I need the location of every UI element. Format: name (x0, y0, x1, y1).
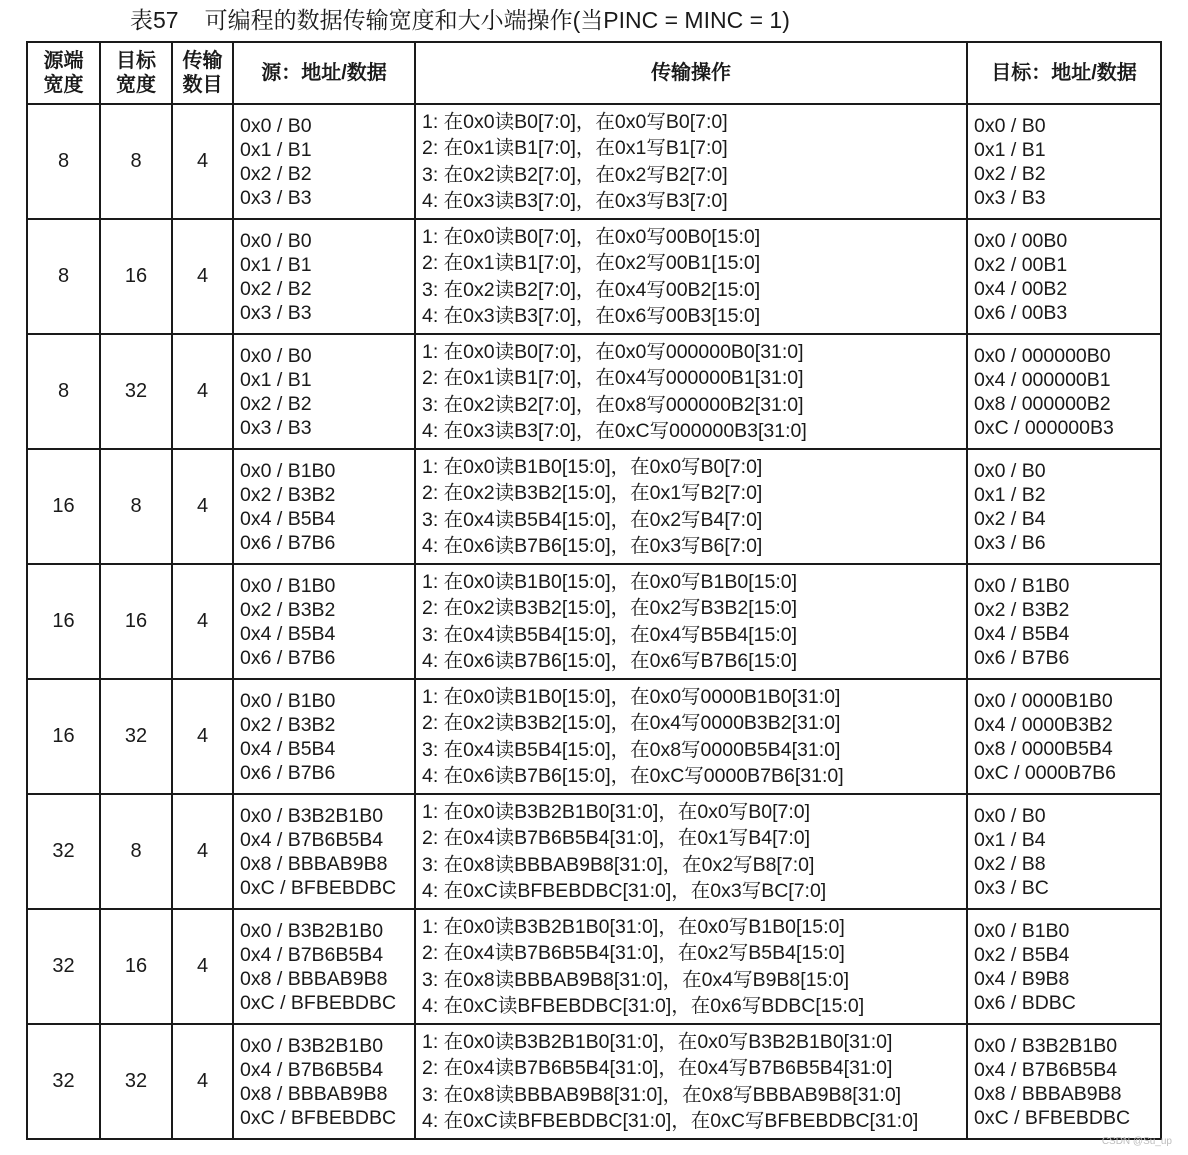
operation-step: 3: 在0x2读B2[7:0]，在0x8写000000B2[31:0] (422, 393, 804, 416)
dst-data-line: 0x0 / 0000B1B0 (974, 689, 1113, 712)
operation-step: 1: 在0x0读B1B0[15:0]，在0x0写0000B1B0[31:0] (422, 685, 841, 708)
src-data-line: 0x6 / B7B6 (240, 531, 336, 554)
operation-step: 2: 在0x1读B1[7:0]，在0x2写00B1[15:0] (422, 252, 761, 274)
src-data-cell (233, 679, 415, 794)
src-data-line: 0x0 / B3B2B1B0 (240, 919, 384, 942)
dst-data-line: 0x0 / B0 (974, 114, 1046, 137)
src-data-line: 0x4 / B5B4 (240, 622, 336, 645)
transfer-width-table (26, 41, 1162, 1140)
header-src-width: 源端 宽度 (27, 42, 100, 104)
dst-data-line: 0xC / 0000B7B6 (974, 761, 1117, 784)
operation-step: 1: 在0x0读B1B0[15:0]，在0x0写B0[7:0] (422, 455, 763, 478)
watermark: CSDN @Su_up (1101, 1136, 1172, 1147)
operation-step: 4: 在0x6读B7B6[15:0]，在0x3写B6[7:0] (422, 535, 763, 557)
dst-data-line: 0xC / 000000B3 (974, 416, 1114, 439)
src-data-cell (233, 564, 415, 679)
src-data-cell (233, 909, 415, 1024)
operation-cell (415, 564, 967, 679)
src-data-line: 0x2 / B2 (240, 277, 312, 300)
dst-width-cell: 16 (100, 219, 172, 334)
dst-data-cell (967, 909, 1161, 1024)
operation-step: 2: 在0x2读B3B2[15:0]，在0x4写0000B3B2[31:0] (422, 712, 841, 734)
operation-step: 4: 在0x6读B7B6[15:0]，在0x6写B7B6[15:0] (422, 650, 798, 672)
operation-cell (415, 219, 967, 334)
dst-data-line: 0x4 / 00B2 (974, 277, 1068, 300)
dst-width-cell: 16 (100, 564, 172, 679)
operation-step: 4: 在0x3读B3[7:0]，在0x6写00B3[15:0] (422, 305, 761, 327)
operation-step: 3: 在0x4读B5B4[15:0]，在0x2写B4[7:0] (422, 508, 763, 531)
header-operation: 传输操作 (415, 42, 967, 104)
dst-data-line: 0x8 / 0000B5B4 (974, 737, 1113, 760)
operation-step: 3: 在0x4读B5B4[15:0]，在0x4写B5B4[15:0] (422, 623, 798, 646)
dst-data-line: 0x0 / 00B0 (974, 229, 1068, 252)
operation-step: 4: 在0xC读BFBEBDBC[31:0]，在0x6写BDBC[15:0] (422, 995, 865, 1017)
dst-width-cell: 8 (100, 104, 172, 219)
dst-data-line: 0xC / BFBEBDBC (974, 1106, 1131, 1129)
operation-step: 4: 在0xC读BFBEBDBC[31:0]，在0xC写BFBEBDBC[31:0] (422, 1110, 919, 1132)
dst-data-line: 0x2 / B2 (974, 162, 1046, 185)
table-row (27, 909, 1161, 1024)
src-width-cell: 32 (27, 1024, 100, 1139)
table-row (27, 449, 1161, 564)
operation-step: 2: 在0x4读B7B6B5B4[31:0]，在0x1写B4[7:0] (422, 827, 811, 849)
count-cell: 4 (172, 449, 233, 564)
operation-step: 3: 在0x4读B5B4[15:0]，在0x8写0000B5B4[31:0] (422, 738, 841, 761)
table-row (27, 679, 1161, 794)
dst-data-line: 0x2 / B4 (974, 507, 1046, 530)
dst-data-cell (967, 794, 1161, 909)
dst-data-cell (967, 104, 1161, 219)
dst-data-line: 0x2 / B8 (974, 852, 1046, 875)
src-data-line: 0x0 / B0 (240, 344, 312, 367)
count-cell: 4 (172, 794, 233, 909)
src-data-line: 0x2 / B3B2 (240, 713, 336, 736)
operation-cell (415, 794, 967, 909)
operation-step: 2: 在0x1读B1[7:0]，在0x1写B1[7:0] (422, 137, 728, 159)
operation-step: 1: 在0x0读B0[7:0]，在0x0写000000B0[31:0] (422, 340, 804, 363)
src-data-line: 0x2 / B3B2 (240, 483, 336, 506)
src-data-line: 0x6 / B7B6 (240, 646, 336, 669)
dst-width-cell: 8 (100, 449, 172, 564)
dst-data-line: 0x4 / 0000B3B2 (974, 713, 1113, 736)
src-data-line: 0xC / BFBEBDBC (240, 876, 397, 899)
src-data-cell (233, 104, 415, 219)
dst-data-line: 0x6 / B7B6 (974, 646, 1070, 669)
dst-data-cell (967, 449, 1161, 564)
table-row (27, 219, 1161, 334)
src-data-line: 0x2 / B2 (240, 392, 312, 415)
dst-data-line: 0x3 / B6 (974, 531, 1046, 554)
src-data-line: 0x4 / B7B6B5B4 (240, 828, 384, 851)
operation-step: 3: 在0x8读BBBAB9B8[31:0]，在0x8写BBBAB9B8[31:0] (422, 1083, 902, 1106)
header-count: 传输 数目 (172, 42, 233, 104)
table-number: 表57 (130, 7, 179, 33)
src-data-line: 0x4 / B5B4 (240, 507, 336, 530)
dst-width-cell: 8 (100, 794, 172, 909)
dst-data-line: 0x4 / 000000B1 (974, 368, 1111, 391)
count-cell: 4 (172, 334, 233, 449)
src-data-line: 0x3 / B3 (240, 186, 312, 209)
dst-data-line: 0x0 / B0 (974, 459, 1046, 482)
table-row (27, 1024, 1161, 1139)
operation-step: 2: 在0x2读B3B2[15:0]，在0x2写B3B2[15:0] (422, 597, 798, 619)
src-data-line: 0x4 / B5B4 (240, 737, 336, 760)
dst-data-cell (967, 334, 1161, 449)
dst-data-line: 0x3 / BC (974, 876, 1049, 899)
header-dst-width: 目标 宽度 (100, 42, 172, 104)
operation-step: 2: 在0x1读B1[7:0]，在0x4写000000B1[31:0] (422, 367, 804, 389)
operation-cell (415, 909, 967, 1024)
src-data-line: 0x0 / B0 (240, 229, 312, 252)
dst-data-line: 0x0 / 000000B0 (974, 344, 1111, 367)
src-data-line: 0x1 / B1 (240, 138, 312, 161)
dst-data-line: 0x6 / 00B3 (974, 301, 1068, 324)
table-body (27, 104, 1161, 1139)
dst-data-line: 0x1 / B4 (974, 828, 1046, 851)
dst-data-line: 0x2 / B3B2 (974, 598, 1070, 621)
operation-step: 1: 在0x0读B3B2B1B0[31:0]，在0x0写B0[7:0] (422, 800, 811, 823)
table-row (27, 334, 1161, 449)
operation-step: 3: 在0x8读BBBAB9B8[31:0]，在0x4写B9B8[15:0] (422, 968, 850, 991)
operation-cell (415, 679, 967, 794)
dst-data-line: 0x6 / BDBC (974, 991, 1076, 1014)
table-row (27, 794, 1161, 909)
operation-step: 3: 在0x2读B2[7:0]，在0x2写B2[7:0] (422, 163, 728, 186)
src-data-line: 0xC / BFBEBDBC (240, 1106, 397, 1129)
src-data-cell (233, 794, 415, 909)
count-cell: 4 (172, 564, 233, 679)
dst-data-line: 0x4 / B5B4 (974, 622, 1070, 645)
dst-data-line: 0x2 / B5B4 (974, 943, 1070, 966)
src-data-cell (233, 449, 415, 564)
count-cell: 4 (172, 1024, 233, 1139)
src-data-line: 0x8 / BBBAB9B8 (240, 852, 388, 875)
src-data-line: 0x6 / B7B6 (240, 761, 336, 784)
operation-step: 3: 在0x2读B2[7:0]，在0x4写00B2[15:0] (422, 278, 761, 301)
src-data-line: 0x0 / B3B2B1B0 (240, 1034, 384, 1057)
operation-step: 1: 在0x0读B3B2B1B0[31:0]，在0x0写B1B0[15:0] (422, 915, 845, 938)
src-width-cell: 32 (27, 909, 100, 1024)
dst-data-line: 0x8 / 000000B2 (974, 392, 1111, 415)
src-data-line: 0x1 / B1 (240, 253, 312, 276)
src-data-line: 0x8 / BBBAB9B8 (240, 967, 388, 990)
dst-width-cell: 32 (100, 334, 172, 449)
count-cell: 4 (172, 679, 233, 794)
table-row (27, 564, 1161, 679)
operation-step: 1: 在0x0读B0[7:0]，在0x0写B0[7:0] (422, 110, 728, 133)
src-data-cell (233, 1024, 415, 1139)
table-row (27, 104, 1161, 219)
dst-data-line: 0x0 / B1B0 (974, 919, 1070, 942)
src-width-cell: 8 (27, 334, 100, 449)
dst-data-line: 0x2 / 00B1 (974, 253, 1068, 276)
src-data-cell (233, 334, 415, 449)
operation-step: 1: 在0x0读B3B2B1B0[31:0]，在0x0写B3B2B1B0[31:0] (422, 1030, 893, 1053)
operation-cell (415, 1024, 967, 1139)
dst-data-cell (967, 1024, 1161, 1139)
src-data-line: 0x3 / B3 (240, 416, 312, 439)
dst-data-line: 0x4 / B9B8 (974, 967, 1070, 990)
operation-step: 2: 在0x4读B7B6B5B4[31:0]，在0x2写B5B4[15:0] (422, 942, 845, 964)
count-cell: 4 (172, 909, 233, 1024)
dst-data-cell (967, 219, 1161, 334)
header-src-data: 源：地址/数据 (233, 42, 415, 104)
src-data-line: 0x1 / B1 (240, 368, 312, 391)
operation-step: 4: 在0x3读B3[7:0]，在0x3写B3[7:0] (422, 190, 728, 212)
src-data-line: 0x2 / B3B2 (240, 598, 336, 621)
src-data-line: 0x0 / B1B0 (240, 574, 336, 597)
operation-step: 1: 在0x0读B1B0[15:0]，在0x0写B1B0[15:0] (422, 570, 798, 593)
operation-cell (415, 449, 967, 564)
operation-step: 4: 在0x6读B7B6[15:0]，在0xC写0000B7B6[31:0] (422, 765, 844, 787)
dst-data-line: 0x0 / B3B2B1B0 (974, 1034, 1118, 1057)
count-cell: 4 (172, 104, 233, 219)
src-data-line: 0x2 / B2 (240, 162, 312, 185)
dst-data-line: 0x8 / BBBAB9B8 (974, 1082, 1122, 1105)
operation-step: 2: 在0x2读B3B2[15:0]，在0x1写B2[7:0] (422, 482, 763, 504)
src-data-line: 0x0 / B1B0 (240, 459, 336, 482)
src-width-cell: 8 (27, 104, 100, 219)
dst-width-cell: 32 (100, 1024, 172, 1139)
table-caption (130, 4, 790, 36)
dst-data-line: 0x1 / B2 (974, 483, 1046, 506)
dst-width-cell: 16 (100, 909, 172, 1024)
dst-data-line: 0x1 / B1 (974, 138, 1046, 161)
operation-step: 4: 在0x3读B3[7:0]，在0xC写000000B3[31:0] (422, 420, 807, 442)
dst-data-cell (967, 679, 1161, 794)
operation-step: 4: 在0xC读BFBEBDBC[31:0]，在0x3写BC[7:0] (422, 880, 827, 902)
src-width-cell: 16 (27, 679, 100, 794)
operation-step: 1: 在0x0读B0[7:0]，在0x0写00B0[15:0] (422, 225, 761, 248)
src-data-line: 0x0 / B3B2B1B0 (240, 804, 384, 827)
src-data-line: 0x0 / B0 (240, 114, 312, 137)
dst-data-cell (967, 564, 1161, 679)
operation-cell (415, 334, 967, 449)
src-width-cell: 32 (27, 794, 100, 909)
header-dst-data: 目标：地址/数据 (967, 42, 1161, 104)
dst-width-cell: 32 (100, 679, 172, 794)
src-data-cell (233, 219, 415, 334)
dst-data-line: 0x0 / B0 (974, 804, 1046, 827)
src-data-line: 0x3 / B3 (240, 301, 312, 324)
header-row (27, 42, 1161, 104)
src-data-line: 0x4 / B7B6B5B4 (240, 943, 384, 966)
dst-data-line: 0x3 / B3 (974, 186, 1046, 209)
src-width-cell: 8 (27, 219, 100, 334)
count-cell: 4 (172, 219, 233, 334)
src-data-line: 0x8 / BBBAB9B8 (240, 1082, 388, 1105)
dst-data-line: 0x0 / B1B0 (974, 574, 1070, 597)
dst-data-line: 0x4 / B7B6B5B4 (974, 1058, 1118, 1081)
src-width-cell: 16 (27, 449, 100, 564)
src-data-line: 0x4 / B7B6B5B4 (240, 1058, 384, 1081)
src-width-cell: 16 (27, 564, 100, 679)
src-data-line: 0xC / BFBEBDBC (240, 991, 397, 1014)
operation-step: 3: 在0x8读BBBAB9B8[31:0]，在0x2写B8[7:0] (422, 853, 815, 876)
table-title: 可编程的数据传输宽度和大小端操作(当PINC = MINC = 1) (204, 7, 790, 33)
operation-step: 2: 在0x4读B7B6B5B4[31:0]，在0x4写B7B6B5B4[31:0] (422, 1057, 893, 1079)
operation-cell (415, 104, 967, 219)
src-data-line: 0x0 / B1B0 (240, 689, 336, 712)
